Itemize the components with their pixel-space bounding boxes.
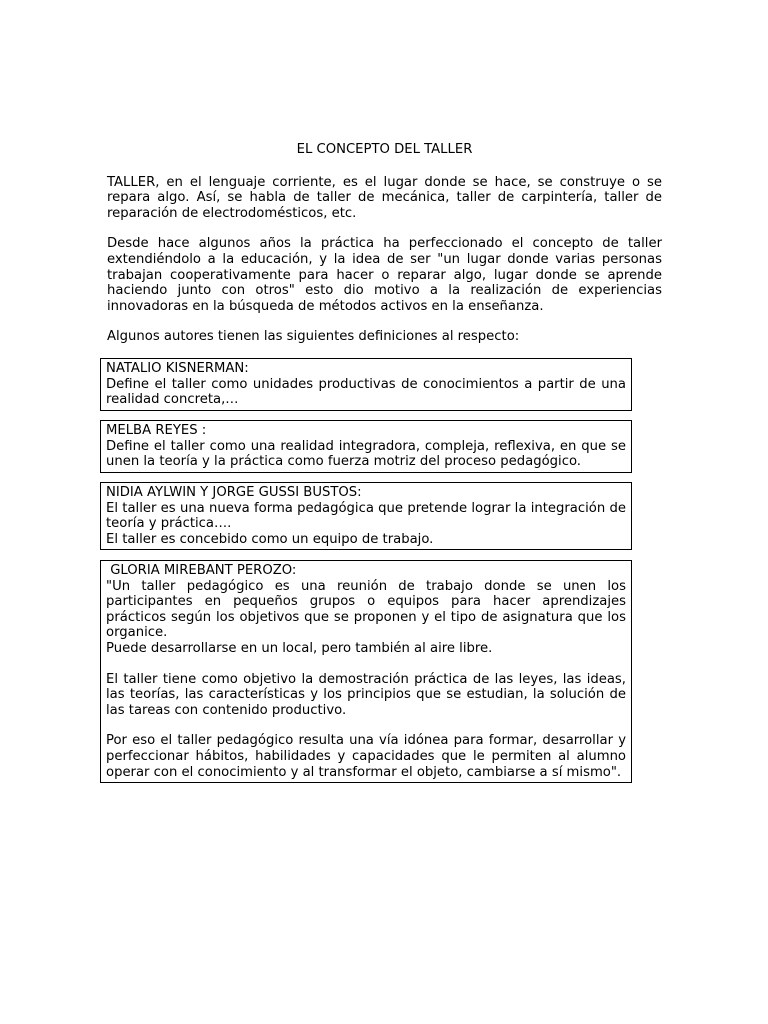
definition-author: MELBA REYES :	[106, 423, 207, 438]
definition-text: El taller es una nueva forma pedagógica que pretende lograr la integración de teoría y práctica….	[106, 500, 626, 532]
definition-text: Define el taller como una realidad integradora, compleja, reflexiva, en que se unen la teoría y la práctica como fuerza motriz del proceso pedagógico.	[106, 438, 626, 470]
definition-text: "Un taller pedagógico es una reunión de trabajo donde se unen los participantes en pequeños grupos o equipos para hacer aprendizajes prácticos según los objetivos que se proponen y el tipo de asignatura que los organice.	[106, 578, 626, 641]
document-title: EL CONCEPTO DEL TALLER	[296, 142, 473, 157]
paragraph-definitions-lead: Algunos autores tienen las siguientes definiciones al respecto:	[107, 329, 520, 345]
definition-author: GLORIA MIREBANT PEROZO:	[106, 563, 297, 578]
definition-text: Puede desarrollarse en un local, pero también al aire libre.	[106, 640, 493, 656]
document-body	[107, 142, 662, 360]
paragraph-concept: Desde hace algunos años la práctica ha perfeccionado el concepto de taller extendiéndolo a la educación, y la idea de ser "un lugar donde varias personas trabajan cooperativamente para hacer o reparar algo, lugar donde se aprende haciendo junto con otros" esto dio motivo a la realización de experiencias innovadoras en la búsqueda de métodos activos en la enseñanza.	[107, 236, 662, 314]
definition-text: El taller es concebido como un equipo de trabajo.	[106, 531, 434, 547]
definition-author: NIDIA AYLWIN Y JORGE GUSSI BUSTOS:	[106, 485, 362, 500]
definition-box-kisnerman	[100, 358, 632, 411]
definition-box-aylwin-gussi	[100, 482, 632, 550]
paragraph-intro: TALLER, en el lenguaje corriente, es el lugar donde se hace, se construye o se repara algo. Así, se habla de taller de mecánica, taller de carpintería, taller de reparación de electrodomésticos, etc.	[107, 174, 662, 221]
definition-text: Por eso el taller pedagógico resulta una vía idónea para formar, desarrollar y perfeccionar hábitos, habilidades y capacidades que le permiten al alumno operar con el conocimiento y al transformar el objeto, cambiarse a sí mismo".	[106, 733, 626, 780]
definition-text: Define el taller como unidades productivas de conocimientos a partir de una realidad concreta,…	[106, 376, 626, 408]
definition-text: El taller tiene como objetivo la demostración práctica de las leyes, las ideas, las teorías, las características y los principios que se estudian, la solución de las tareas con contenido productivo.	[106, 671, 626, 718]
definition-box-reyes	[100, 420, 632, 473]
definition-author: NATALIO KISNERMAN:	[106, 361, 249, 376]
definition-box-mirebant	[100, 560, 632, 783]
